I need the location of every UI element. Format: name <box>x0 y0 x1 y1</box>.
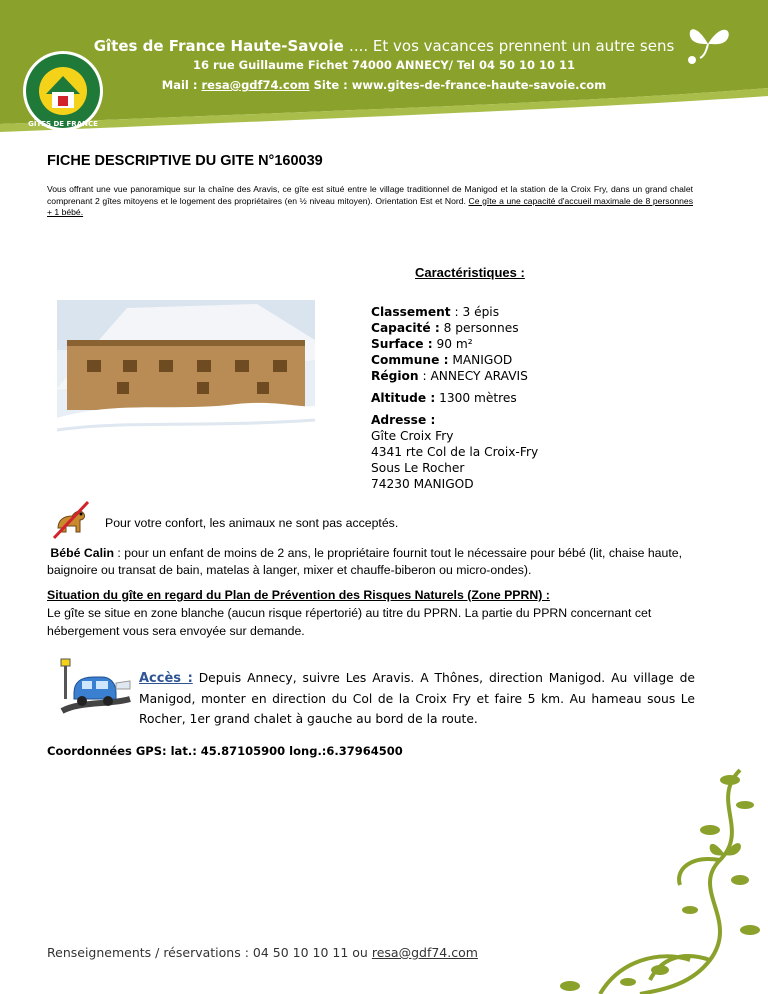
chalet-photo <box>57 300 315 458</box>
floral-decoration <box>540 760 768 994</box>
butterfly-icon <box>680 14 736 68</box>
intro-paragraph: Vous offrant une vue panoramique sur la chaîne des Aravis, ce gîte est situé entre le village traditionnel de Manigod et la station de la Croix Fry, dans un grand chalet comprenant 2 gîtes mitoyens et le logement des propriétaires (en ½ niveau mitoyen). Orientation Est et Nord. Ce gîte a une capacité d'accueil maximale de 8 personnes + 1 bébé. <box>47 184 693 217</box>
spec-commune: Commune : MANIGOD <box>371 353 513 367</box>
adresse-line: Gîte Croix Fry <box>371 429 454 443</box>
car-road-icon <box>60 655 132 717</box>
spec-region: Région : ANNECY ARAVIS <box>371 369 528 383</box>
page-title: FICHE DESCRIPTIVE DU GITE N°160039 <box>47 153 323 169</box>
adresse-line: Sous Le Rocher <box>371 461 465 475</box>
section-title-caracteristiques: Caractéristiques : <box>415 265 525 280</box>
specs-list <box>371 304 538 492</box>
header-contact: Mail : resa@gdf74.com Site : www.gites-de-france-haute-savoie.com <box>161 78 607 92</box>
adresse-line: 4341 rte Col de la Croix-Fry <box>371 445 539 459</box>
footer-mail-link[interactable]: resa@gdf74.com <box>371 945 478 960</box>
adresse-line: 74230 MANIGOD <box>371 477 474 491</box>
header-mail-link[interactable]: resa@gdf74.com <box>201 78 310 92</box>
spec-adresse-label: Adresse : <box>371 413 436 427</box>
spec-classement: Classement : 3 épis <box>371 305 500 319</box>
logo-text: GÎTES DE FRANCE <box>28 120 98 128</box>
spec-surface: Surface : 90 m² <box>371 337 473 351</box>
pets-notice: Pour votre confort, les animaux ne sont pas acceptés. <box>105 516 399 530</box>
spec-capacite: Capacité : 8 personnes <box>371 321 519 335</box>
header-address: 16 rue Guillaume Fichet 74000 ANNECY/ Tel 04 50 10 10 11 <box>192 58 576 72</box>
pprn-paragraph: Le gîte se situe en zone blanche (aucun risque répertorié) au titre du PPRN. La partie du PPRN concernant cet hébergement vous sera envoyée sur demande. <box>47 606 652 638</box>
bebe-calin-paragraph: Bébé Calin : pour un enfant de moins de 2 ans, le propriétaire fournit tout le nécessaire pour bébé (lit, chaise haute, baignoire ou transat de bain, matelas à langer, mixer et chauffe-biberon ou micro-ondes). <box>47 546 683 577</box>
gites-de-france-logo <box>22 50 104 132</box>
header-banner <box>0 0 768 135</box>
footer-contact: Renseignements / réservations : 04 50 10 10 11 ou resa@gdf74.com <box>47 945 478 960</box>
pprn-title: Situation du gîte en regard du Plan de Prévention des Risques Naturels (Zone PPRN) : <box>47 588 550 602</box>
gps-coordinates: Coordonnées GPS: lat.: 45.87105900 long.:6.37964500 <box>47 744 403 758</box>
spec-altitude: Altitude : 1300 mètres <box>371 391 517 405</box>
no-pets-dog-icon <box>48 498 92 542</box>
acces-paragraph: Accès : Depuis Annecy, suivre Les Aravis. A Thônes, direction Manigod. Au village de Manigod, monter en direction du Col de la Croix Fry et faire 5 km. Au hameau sous Le Rocher, 1er grand chalet à gauche au bord de la route. <box>139 671 695 726</box>
header-title: Gîtes de France Haute-Savoie .... Et vos vacances prennent un autre sens <box>93 37 675 55</box>
